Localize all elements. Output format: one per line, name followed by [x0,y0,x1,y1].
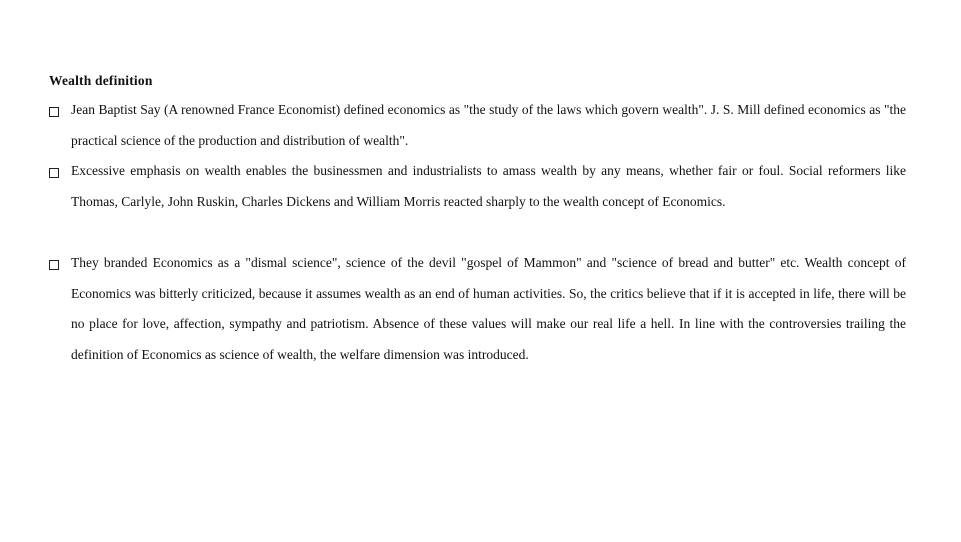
bullet-item-excessive-emphasis [49,164,906,217]
section-heading: Wealth definition [49,73,153,88]
square-bullet-icon [49,107,59,117]
bullet-text: They branded Economics as a "dismal science", science of the devil "gospel of Mammon" and "science of bread and butter" etc. Wealth concept of Economics was bitterly criticized, because it assumes wealth as an end of human activities. So, the critics believe that if it is accepted in life, there will be no place for love, affection, sympathy and patriotism. Absence of these values will make our real life a hell. In line with the controversies trailing the definition of Economics as science of wealth, the welfare dimension was introduced. [71,255,906,362]
bullet-item-dismal-science [49,256,906,370]
bullet-item-say-mill [49,103,906,156]
square-bullet-icon [49,168,59,178]
square-bullet-icon [49,260,59,270]
bullet-text: Jean Baptist Say (A renowned France Economist) defined economics as "the study of the laws which govern wealth". J. S. Mill defined economics as "the practical science of the production and distribution of wealth". [71,102,906,148]
bullet-text: Excessive emphasis on wealth enables the businessmen and industrialists to amass wealth by any means, whether fair or foul. Social reformers like Thomas, Carlyle, John Ruskin, Charles Dickens and William Morris reacted sharply to the wealth concept of Economics. [71,163,906,209]
